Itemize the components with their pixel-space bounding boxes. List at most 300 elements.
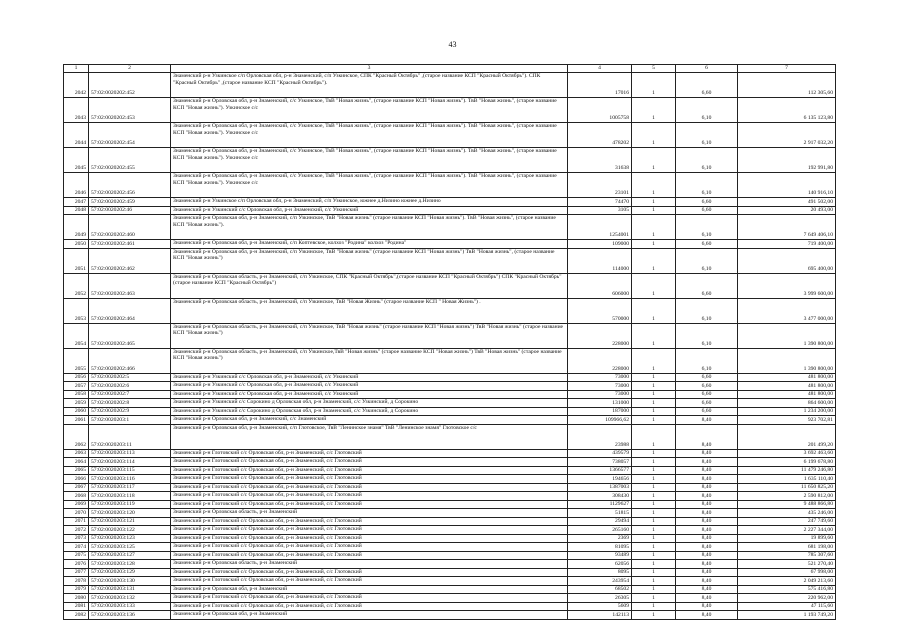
cadastral-value: 112 305,60 [738,73,836,98]
row-number: 2050 [64,240,89,249]
location-description: Знаменский р-н Глотовский с/с Орловская обл, р-н Знаменский, с/с Глотовский [171,483,568,492]
table-row [64,407,836,416]
page-number: 43 [448,40,457,49]
table-row [64,551,836,560]
rate-value: 8,40 [676,483,738,492]
cadastral-value: 785 307,60 [738,551,836,560]
count-value: 1 [632,449,676,458]
cadastral-number: 57:02:0020203:131 [89,585,171,594]
cadastral-number: 57:02:0020202:466 [89,348,171,373]
area-value: 23101 [568,173,632,198]
area-value: 187000 [568,407,632,416]
cadastral-value: 140 916,10 [738,173,836,198]
area-value: 131000 [568,399,632,408]
table-row [64,424,836,449]
row-number: 2051 [64,248,89,273]
count-value: 1 [632,551,676,560]
column-header: 7 [738,65,836,73]
table-row [64,298,836,323]
cadastral-value: 11 479 246,80 [738,466,836,475]
location-description: Знаменский р-н Глотовский с/с Орловская обл, р-н Знаменский, с/с Глотовский [171,475,568,484]
location-description: Знаменский р-н Орловская обл, р-н Знаменский, с/с Узкинское, ТвВ "Новая жизнь", (старое название КСП "Новая жизнь"). ТвВ "Новая жизнь", (старое название КСП "Новая жизнь"). Узкинское с/с [171,123,568,148]
cadastral-number: 57:02:0020202:9 [89,407,171,416]
cadastral-number: 57:02:0020203:1 [89,416,171,425]
area-value: 439579 [568,449,632,458]
cadastral-value: 6 199 678,80 [738,458,836,467]
rate-value: 6,60 [676,407,738,416]
row-number: 2045 [64,148,89,173]
row-number: 2082 [64,611,89,620]
location-description: Знаменский р-н Глотовский с/с Орловская обл, р-н Знаменский, с/с Глотовский [171,526,568,535]
count-value: 1 [632,407,676,416]
count-value: 1 [632,568,676,577]
area-value: 74470 [568,198,632,207]
cadastral-number: 57:02:0020203:127 [89,551,171,560]
table-row [64,560,836,569]
table-row [64,323,836,348]
count-value: 1 [632,173,676,198]
count-value: 1 [632,424,676,449]
area-value: 51815 [568,509,632,518]
cadastral-value: 201 499,20 [738,424,836,449]
location-description: Знаменский р-н Глотовский с/с Орловская обл, р-н Знаменский, с/с Глотовский [171,602,568,611]
count-value: 1 [632,348,676,373]
cadastral-number: 57:02:0020202:7 [89,390,171,399]
row-number: 2081 [64,602,89,611]
row-number: 2057 [64,382,89,391]
count-value: 1 [632,526,676,535]
count-value: 1 [632,206,676,215]
location-description: Знаменский р-н Орловская обл, р-н Знаменский, с/с Узкинское, ТвВ "Новая жизнь", (старое название КСП "Новая жизнь"). ТвВ "Новая жизнь", (старое название КСП "Новая жизнь"). Узкинское с/с [171,98,568,123]
table-row [64,509,836,518]
location-description: Знаменский р-н Глотовский с/с Орловская обл, р-н Знаменский, с/с Глотовский [171,458,568,467]
rate-value: 6,10 [676,248,738,273]
count-value: 1 [632,509,676,518]
cadastral-value: 435 246,00 [738,509,836,518]
cadastral-number: 57:02:0020202:454 [89,123,171,148]
area-value: 73000 [568,373,632,382]
cadastral-number: 57:02:0020202:463 [89,273,171,298]
rate-value: 6,10 [676,323,738,348]
row-number: 2059 [64,399,89,408]
location-description: Знаменский р-н Глотовский с/с Орловская обл, р-н Знаменский, с/с Глотовский [171,449,568,458]
row-number: 2061 [64,416,89,425]
cadastral-number: 57:02:0020203:121 [89,517,171,526]
cadastral-value: 2 917 032,20 [738,123,836,148]
area-value: 93489 [568,551,632,560]
rate-value: 8,40 [676,585,738,594]
location-description: Знаменский р-н Орловская обл, р-н Знаменский [171,611,568,620]
row-number: 2076 [64,560,89,569]
count-value: 1 [632,123,676,148]
cadastral-number: 57:02:0020203:11 [89,424,171,449]
count-value: 1 [632,585,676,594]
location-description: Знаменский р-н Глотовский с/с Орловская обл, р-н Знаменский, с/с Глотовский [171,534,568,543]
column-header: 3 [171,65,568,73]
rate-value: 6,60 [676,399,738,408]
area-value: 265160 [568,526,632,535]
cadastral-number: 57:02:0020203:114 [89,458,171,467]
row-number: 2077 [64,568,89,577]
cadastral-number: 57:02:0020203:129 [89,568,171,577]
area-value: 17016 [568,73,632,98]
cadastral-value: 220 962,00 [738,594,836,603]
cadastral-value: 1 390 800,00 [738,348,836,373]
cadastral-number: 57:02:0020203:130 [89,577,171,586]
cadastral-number: 57:02:0020202:5 [89,373,171,382]
count-value: 1 [632,382,676,391]
count-value: 1 [632,273,676,298]
table-row [64,483,836,492]
row-number: 2079 [64,585,89,594]
rate-value: 8,40 [676,611,738,620]
table-row [64,373,836,382]
rate-value: 8,40 [676,475,738,484]
rate-value: 8,40 [676,602,738,611]
cadastral-number: 57:02:0020202:452 [89,73,171,98]
cadastral-number: 57:02:0020203:119 [89,500,171,509]
location-description: Знаменский р-н Орловская область, р-н Знаменский, с/п Узкинское, ТвВ "Новая Жизнь" (старое название КСП " Новая Жизнь") . [171,298,568,323]
cadastral-value: 491 502,00 [738,198,836,207]
rate-value: 8,40 [676,551,738,560]
cadastral-table [63,64,836,620]
table-row [64,123,836,148]
location-description: Знаменский р-н Орловская обл, р-н Знаменский, с/п Узкинское, ТвВ "Новая жизнь" (старое название КСП "Новая жизнь"). ТвВ "Новая жизнь", (старое название КСП "Новая жизнь"). [171,215,568,240]
area-value: 142113 [568,611,632,620]
cadastral-number: 57:02:0020202:46 [89,206,171,215]
rate-value: 8,40 [676,577,738,586]
table-row [64,602,836,611]
row-number: 2068 [64,492,89,501]
area-value: 31638 [568,148,632,173]
area-value: 81095 [568,543,632,552]
row-number: 2069 [64,500,89,509]
cadastral-value: 681 198,00 [738,543,836,552]
area-value: 68502 [568,585,632,594]
area-value: 1005758 [568,98,632,123]
location-description: Знаменский р-н Глотовский с/с Орловская обл, р-н Знаменский, с/с Глотовский [171,500,568,509]
row-number: 2047 [64,198,89,207]
rate-value: 8,40 [676,458,738,467]
table-row [64,585,836,594]
cadastral-number: 57:02:0020203:117 [89,483,171,492]
row-number: 2070 [64,509,89,518]
count-value: 1 [632,602,676,611]
cadastral-value: 19 899,60 [738,534,836,543]
count-value: 1 [632,577,676,586]
cadastral-number: 57:02:0020202:455 [89,148,171,173]
location-description: Знаменский р-н Узкинский с/с Орловская обл, р-н Знаменский, с/с Узкинский [171,390,568,399]
count-value: 1 [632,390,676,399]
count-value: 1 [632,148,676,173]
row-number: 2043 [64,98,89,123]
cadastral-number: 57:02:0020202:460 [89,215,171,240]
table-row [64,577,836,586]
rate-value: 6,60 [676,73,738,98]
cadastral-value: 192 991,80 [738,148,836,173]
table-row [64,73,836,98]
area-value: 606000 [568,273,632,298]
column-header: 6 [676,65,738,73]
location-description: Знаменский р-н Глотовский с/с Орловская обл, р-н Знаменский, с/с Глотовский [171,492,568,501]
count-value: 1 [632,475,676,484]
row-number: 2064 [64,458,89,467]
location-description: Знаменский р-н Орловская обл, р-н Знаменский, с/с Знаменский [171,416,568,425]
cadastral-value: 1 193 749,20 [738,611,836,620]
rate-value: 8,40 [676,526,738,535]
cadastral-number: 57:02:0020202:453 [89,98,171,123]
row-number: 2075 [64,551,89,560]
area-value: 73000 [568,390,632,399]
location-description: Знаменский р-н Орловская обл, р-н Знаменский, с/п Глотовское, ТвВ "Ленинское знамя" ТвВ "Ленинское знамя" Глотовское с/с [171,424,568,449]
cadastral-value: 719 400,00 [738,240,836,249]
rate-value: 6,60 [676,240,738,249]
rate-value: 6,10 [676,148,738,173]
table-row [64,248,836,273]
cadastral-number: 57:02:0020202:6 [89,382,171,391]
table-row [64,594,836,603]
table-row [64,416,836,425]
count-value: 1 [632,373,676,382]
location-description: Знаменский р-н Орловская обл, р-н Знаменский, с/п Коптевское, колхоз "Родина" колхоз "Родина" [171,240,568,249]
table-row [64,543,836,552]
row-number: 2071 [64,517,89,526]
row-number: 2074 [64,543,89,552]
cadastral-value: 7 649 406,10 [738,215,836,240]
count-value: 1 [632,215,676,240]
cadastral-number: 57:02:0020203:136 [89,611,171,620]
row-number: 2056 [64,373,89,382]
location-description: Знаменский р-н Орловская обл, р-н Знаменский, с/п Узкинское, ТвВ "Новая жизнь" (старое название КСП "Новая жизнь") ТвВ "Новая жизнь", (старое название КСП "Новая жизнь") [171,248,568,273]
rate-value: 6,60 [676,206,738,215]
count-value: 1 [632,458,676,467]
table-row [64,458,836,467]
area-value: 29494 [568,517,632,526]
table-row [64,534,836,543]
count-value: 1 [632,298,676,323]
cadastral-number: 57:02:0020203:128 [89,560,171,569]
cadastral-value: 67 998,00 [738,568,836,577]
row-number: 2046 [64,173,89,198]
cadastral-number: 57:02:0020202:465 [89,323,171,348]
table-row [64,517,836,526]
count-value: 1 [632,611,676,620]
count-value: 1 [632,466,676,475]
location-description: Знаменский р-н Орловская область, р-н Знаменский [171,509,568,518]
row-number: 2054 [64,323,89,348]
rate-value: 8,40 [676,568,738,577]
location-description: Знаменский р-н Орловская область, р-н Знаменский, с/п Узкинское,ТвВ "Новая жизнь" (старое название КСП "Новая жизнь") ТвВ "Новая жизнь" (старое название КСП "Новая жизнь") [171,348,568,373]
row-number: 2078 [64,577,89,586]
row-number: 2063 [64,449,89,458]
row-number: 2049 [64,215,89,240]
table-row [64,98,836,123]
row-number: 2058 [64,390,89,399]
rate-value: 8,40 [676,543,738,552]
table-row [64,273,836,298]
area-value: 109000 [568,240,632,249]
cadastral-value: 481 800,00 [738,390,836,399]
count-value: 1 [632,240,676,249]
row-number: 2065 [64,466,89,475]
area-value: 3105 [568,206,632,215]
cadastral-number: 57:02:0020203:120 [89,509,171,518]
location-description: Знаменский р-н Узкинский с/с Орловская обл, р-н Знаменский, с/с Узкинский [171,373,568,382]
row-number: 2048 [64,206,89,215]
cadastral-number: 57:02:0020202:464 [89,298,171,323]
location-description: Знаменский р-н Орловская область, р-н Знаменский, с/п Узкинское, ТвВ "Новая жизнь" (старое название КСП "Новая жизнь") ТвВ "Новая жизнь" (старое название КСП "Новая жизнь") [171,323,568,348]
rate-value: 8,40 [676,424,738,449]
cadastral-number: 57:02:0020203:133 [89,602,171,611]
location-description: Знаменский р-н Узкинский с/с Сорокино д Орловская обл, р-н Знаменский, с/с Узкинский, д Сорокино [171,399,568,408]
rate-value: 8,40 [676,534,738,543]
row-number: 2080 [64,594,89,603]
row-number: 2073 [64,534,89,543]
area-value: 8095 [568,568,632,577]
row-number: 2053 [64,298,89,323]
row-number: 2060 [64,407,89,416]
location-description: Знаменский р-н Глотовский с/с Орловская обл, р-н Знаменский, с/с Глотовский [171,594,568,603]
location-description: Знаменский р-н Орловская область, р-н Знаменский, с/п Узкинское, СПК "Красный Октябрь",(старое название КСП "Красный Октябрь") СПК "Красный Октябрь" (старое название КСП "Красный Октябрь") [171,273,568,298]
cadastral-value: 20 493,00 [738,206,836,215]
area-value: 109966,62 [568,416,632,425]
rate-value: 8,40 [676,594,738,603]
cadastral-value: 864 600,00 [738,399,836,408]
column-header: 1 [64,65,89,73]
location-description: Знаменский р-н Узкинский с/с Орловская обл, р-н Знаменский, с/с Узкинский [171,206,568,215]
count-value: 1 [632,534,676,543]
row-number: 2067 [64,483,89,492]
table-row [64,475,836,484]
cadastral-number: 57:02:0020202:462 [89,248,171,273]
cadastral-value: 695 400,00 [738,248,836,273]
row-number: 2055 [64,348,89,373]
area-value: 1254001 [568,215,632,240]
rate-value: 6,60 [676,273,738,298]
location-description: Знаменский р-н Орловская область, р-н Знаменский [171,560,568,569]
row-number: 2044 [64,123,89,148]
count-value: 1 [632,483,676,492]
column-header: 2 [89,65,171,73]
row-number: 2042 [64,73,89,98]
table-row [64,526,836,535]
cadastral-value: 521 270,40 [738,560,836,569]
cadastral-value: 6 135 123,80 [738,98,836,123]
rate-value: 8,40 [676,492,738,501]
count-value: 1 [632,98,676,123]
area-value: 2369 [568,534,632,543]
table-row [64,449,836,458]
count-value: 1 [632,560,676,569]
location-description: Знаменский р-н Глотовский с/с Орловская обл, р-н Знаменский, с/с Глотовский [171,543,568,552]
count-value: 1 [632,73,676,98]
rate-value: 6,60 [676,382,738,391]
rate-value: 6,10 [676,215,738,240]
cadastral-value: 47 115,60 [738,602,836,611]
count-value: 1 [632,492,676,501]
area-value: 194656 [568,475,632,484]
table-row [64,198,836,207]
table-row [64,240,836,249]
area-value: 114000 [568,248,632,273]
table-row [64,173,836,198]
area-value: 23988 [568,424,632,449]
area-value: 62056 [568,560,632,569]
area-value: 73000 [568,382,632,391]
cadastral-number: 57:02:0020203:125 [89,543,171,552]
location-description: Знаменский р-н Глотовский с/с Орловская обл, р-н Знаменский, с/с Глотовский [171,517,568,526]
rate-value: 8,40 [676,416,738,425]
area-value: 738057 [568,458,632,467]
cadastral-value: 11 650 825,20 [738,483,836,492]
rate-value: 8,40 [676,517,738,526]
area-value: 26305 [568,594,632,603]
count-value: 1 [632,517,676,526]
table-row [64,215,836,240]
area-value: 1129627 [568,500,632,509]
cadastral-number: 57:02:0020203:132 [89,594,171,603]
cadastral-value: 923 702,81 [738,416,836,425]
area-value: 570000 [568,298,632,323]
cadastral-value: 9 488 866,80 [738,500,836,509]
location-description: Знаменский р-н Узкинское с/п Орловская обл, р-н Знаменский, с/п Узкинское, СПК "Красный Октябрь" ,(старое название КСП "Красный Октябрь"). СПК "Красный Октябрь" ,(старое название КСП "Красный Октябрь"). [171,73,568,98]
cadastral-number: 57:02:0020202:8 [89,399,171,408]
cadastral-number: 57:02:0020202:459 [89,198,171,207]
cadastral-value: 1 390 800,00 [738,323,836,348]
location-description: Знаменский р-н Узкинский с/с Сорокино д Орловская обл, р-н Знаменский, с/с Узкинский, д Сорокино [171,407,568,416]
cadastral-number: 57:02:0020202:461 [89,240,171,249]
rate-value: 6,60 [676,390,738,399]
rate-value: 8,40 [676,509,738,518]
rate-value: 6,10 [676,98,738,123]
cadastral-value: 481 800,00 [738,373,836,382]
table-row [64,348,836,373]
location-description: Знаменский р-н Глотовский с/с Орловская обл, р-н Знаменский, с/с Глотовский [171,568,568,577]
area-value: 243954 [568,577,632,586]
cadastral-number: 57:02:0020202:456 [89,173,171,198]
cadastral-number: 57:02:0020203:115 [89,466,171,475]
table-row [64,466,836,475]
rate-value: 6,10 [676,348,738,373]
table-row [64,390,836,399]
cadastral-value: 2 227 344,00 [738,526,836,535]
cadastral-value: 247 749,60 [738,517,836,526]
rate-value: 6,10 [676,123,738,148]
table-row [64,568,836,577]
location-description: Знаменский р-н Глотовский с/с Орловская обл, р-н Знаменский, с/с Глотовский [171,577,568,586]
area-value: 478202 [568,123,632,148]
cadastral-value: 1 635 110,40 [738,475,836,484]
cadastral-value: 2 049 213,60 [738,577,836,586]
count-value: 1 [632,594,676,603]
rate-value: 8,40 [676,466,738,475]
cadastral-value: 575 416,80 [738,585,836,594]
count-value: 1 [632,248,676,273]
rate-value: 6,10 [676,173,738,198]
location-description: Знаменский р-н Орловская обл, р-н Знаменский, с/с Узкинское, ТвВ "Новая жизнь", (старое название КСП "Новая жизнь"). ТвВ "Новая жизнь", (старое название КСП "Новая жизнь"). Узкинское с/с [171,173,568,198]
column-number-header-row [64,65,836,73]
area-value: 228000 [568,348,632,373]
rate-value: 8,40 [676,560,738,569]
cadastral-value: 3 999 600,00 [738,273,836,298]
location-description: Знаменский р-н Узкинский с/с Орловская обл, р-н Знаменский, с/с Узкинский [171,382,568,391]
row-number: 2072 [64,526,89,535]
location-description: Знаменский р-н Глотовский с/с Орловская обл, р-н Знаменский, с/с Глотовский [171,466,568,475]
table-row [64,500,836,509]
cadastral-value: 3 477 000,00 [738,298,836,323]
table-row [64,148,836,173]
area-value: 228000 [568,323,632,348]
